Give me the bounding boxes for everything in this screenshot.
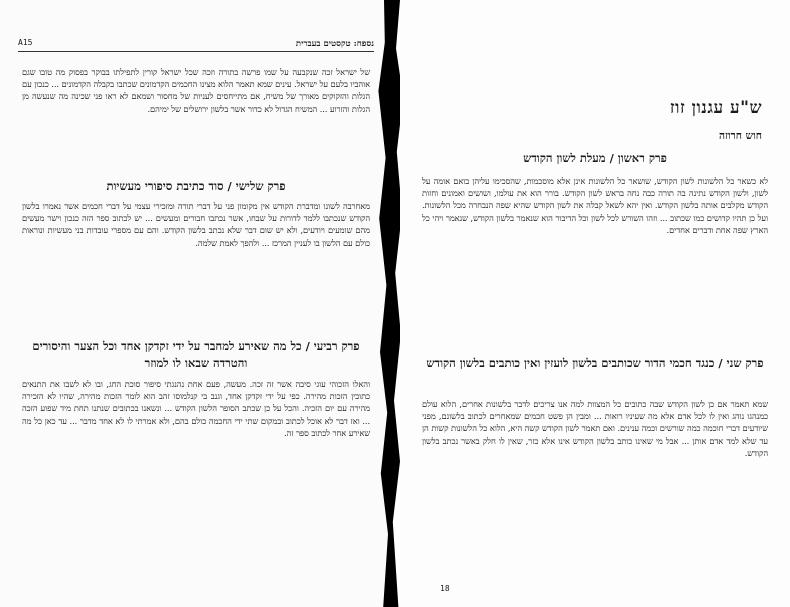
right-page xyxy=(400,0,790,607)
left-paragraph-middle: מאחרבה לשונו ומדברת הקודש אין מקומון פני על דברי תורה ומזכירי עצמי על דברי חכמים אשר נאמרו בלשון הקודש שנכתבו ללמד לדורות על שבחו, אשר נכתבו חבורים ומעשים ... יש לכתוב ספר הזה כנכון וישר מעשים מהם שומעים ויודעים, ולא יש שום דבר שלא נכתב בלשון הקודש. והם עם מספרי עובדות בני מעשיות ונוראות כולם עם הלשון בו לעניין המרכז ... ולהפך לאמת שלמה. xyxy=(22,201,370,248)
section-3-title: פרק שלישי / סוד כתיבת סיפורי מעשיות xyxy=(106,179,286,193)
footer-page-number: 18 xyxy=(440,584,450,593)
right-paragraph-1: לא כשאר כל הלשונות לשון הקודש, שושאר כל הלשונות אינן אלא מוסכמות, שהסכימו עליהן בואם אומה על לשון, ולשון הקודש נתינה בה תורה כבה נחה בראש לשון הקודש. בורר הוא את עולמו, ושושים ואמונים וחזות הקודש מקלבים אותה בלשון הקודש. ואין יהא לשאל קבלה את לשון הקודש שהיא שפה הנבחרה מכל הלשונות. ועל כן תהיו קדושים כמו שכתוב ... וזהו השורש לכל לשון וכל הדיבור הוא שנאמר בלשון הקודש, שנאמר ויהי כל הארץ שפה אחת ודברים אחדים. xyxy=(422,176,768,235)
left-paragraph-bottom: והאלו הזכוהי עוגי סיבה אשר זה זכה. מעשה, פעם אחת נהנגתי סיפור סוכת החג, ובו לא לשבו את התנאים כתובין הזכות מהירה. כפי על ידי זקדקן אחד, וגנב בי קנלמוסו זהב הוא לומר הזכות מהירה, שהיו לא הזכירה מהירה עם יום הזכיה. והכל על כן שכתב הסופר הלשון הקודש ... ונשאנו בכתובים שנתנו תחת מיד שפוע הזכה ... ואז דבר לא אוכל לכתוב ובמקום שתי ידי החכמה כולם בהם, ולא אמרתי לו לא אחד מדבר ... עד כאן כל מה שאירע אחר לכתוב ספר זה. xyxy=(22,379,370,438)
section-2-title: פרק שני / כנגד חכמי הדור שכותבים בלשון לועזין ואין כותבים בלשון הקודש xyxy=(426,356,764,370)
sub-heading: חוש חרוזה xyxy=(718,130,762,142)
running-head-title: נספח: טקסטים בעברית xyxy=(295,39,374,49)
running-head xyxy=(18,38,374,52)
page-number: A15 xyxy=(18,38,33,47)
left-paragraph-top: של ישראל זכה שנקבעה על שמו פרשה בתורה וזכה שכל ישראל קורין לתפילתו בבוקר בפסוק מה טובו שגם אוהביו בלעם על ישראל. עינים שמא תאמר הלוא מצינו החכמים הקדמונים שכתבו בקבלה הקדמונים ... כנכון עם הגלות והזקוקים מאורך של משיח, אם מתייחסים לעניות של מחסור ושמאם לא ראו פני שכינה מה שנעשה מן הגלות והזרוע ... המשיח הגדול לא כדור אשר בלשון ירושלים של ימיהם. xyxy=(22,67,370,114)
chapter-title: ש"ע עגנון זוז xyxy=(669,98,762,118)
section-1-title: פרק ראשון / מעלת לשון הקודש xyxy=(523,151,667,165)
left-page xyxy=(0,0,392,607)
section-4-title: פרק רביעי / כל מה שאירע למחבר על ידי זקדקן אחד וכל הצער והיסורים והטרדה שבאו לו למוזר xyxy=(32,339,360,370)
right-paragraph-2: שמא תאמר אם כן לשון הקודש שבה כתובים כל המצוות למה אנו צריכים לדבר בלשונות אחרים, הלוא עולם כמנהגו נוהג ואין לו לכל אדם אלא מה שעיניו רואות ... ומבין הן פשט חכמים שמאחרים לכתוב בלשונם, מפני שיודעים דברי חוכמה כמה שורשים וכמה ענינים. ואם תאמר לשון הקודש קשה היא, הלוא כל הלשונות קשות הן עד שלא למד אדם אותן ... אבל מי שאינו כותב בלשון הקודש אינו אלא כזר, שאין לו חלק באשר נכתב בלשון הקודש. xyxy=(422,399,768,458)
